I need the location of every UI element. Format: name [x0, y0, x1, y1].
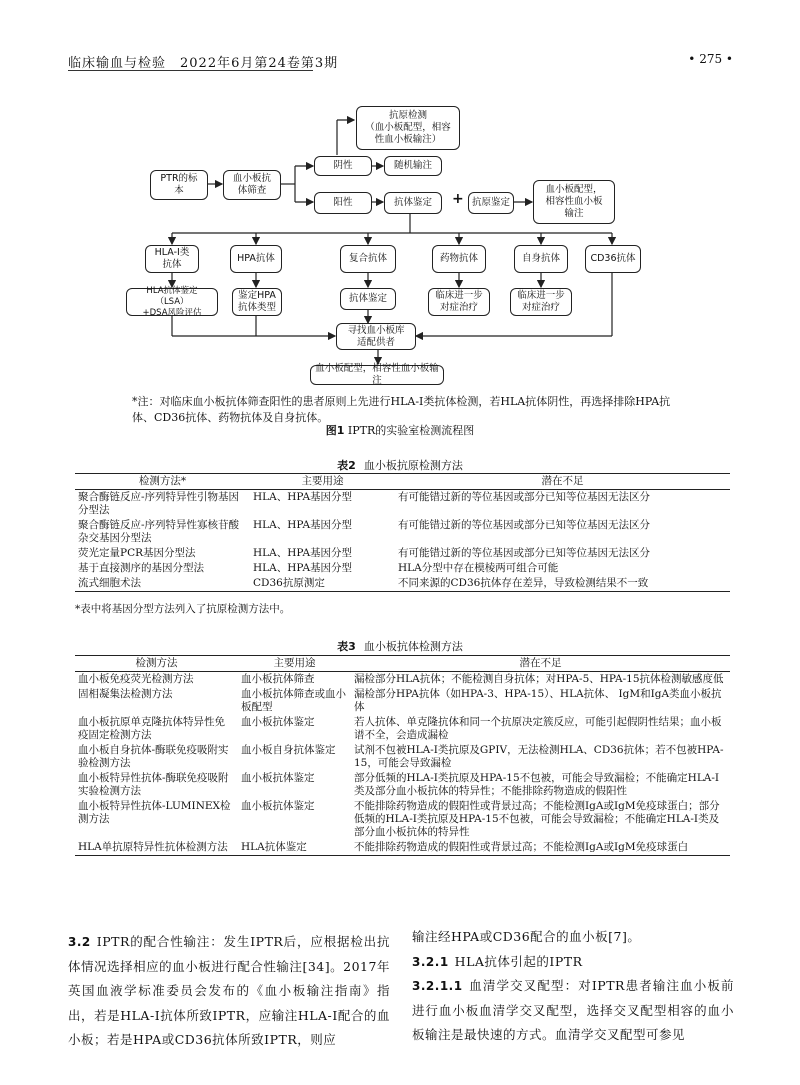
table-cell: 试剂不包被HLA-Ⅰ类抗原及GPIV，无法检测HLA、CD36抗体；若不包被HPA-15，可能会导致漏检 [354, 744, 724, 769]
table2 [75, 473, 730, 592]
table-row [75, 561, 730, 576]
table-cell: HLA、HPA基因分型 [253, 491, 353, 503]
positive-box: 阳性 [314, 192, 372, 214]
final-transfusion-box: 血小板配型，相容性血小板输注 [310, 365, 444, 385]
table2-title: 血小板抗原检测方法 [363, 459, 463, 472]
figure-label: 图1 [325, 424, 345, 437]
antigen-test-box: 抗原检测 （血小板配型，相容 性血小板输注） [356, 106, 460, 150]
table-cell: 聚合酶链反应-序列特异性引物基因分型法 [78, 491, 240, 516]
table2-caption [0, 457, 800, 473]
table-cell: 血小板抗体鉴定 [241, 772, 315, 784]
table-cell: HLA、HPA基因分型 [253, 519, 353, 531]
table-cell: HLA、HPA基因分型 [253, 562, 353, 574]
table-row [75, 518, 730, 546]
table-cell: 若人抗体、单克隆抗体和同一个抗原决定簇反应，可能引起假阴性结果；血小板谱不全，会造成漏检 [354, 716, 722, 741]
table-cell: 荧光定量PCR基因分型法 [78, 547, 196, 559]
platelet-matching-box: 血小板配型， 相容性血小板 输注 [533, 180, 615, 224]
table-cell: 基于直接测序的基因分型法 [78, 562, 204, 574]
table3-header-row [75, 656, 730, 672]
section-number: 3.2.1.1 [412, 979, 463, 993]
paragraph-text: 输注经HPA或CD36配合的血小板[7]。 [412, 929, 641, 944]
table-cell: 部分低频的HLA-Ⅰ类抗原及HPA-15不包被，可能会导致漏检；不能确定HLA-Ⅰ类及部分血小板抗体的特异性；不能排除药物造成的假阳性 [354, 772, 720, 797]
paragraph-text: IPTR的配合性输注：发生IPTR后，应根据检出抗体情况选择相应的血小板进行配合性输注[34]。2017年英国血液学标准委员会发布的《血小板输注指南》指出，若是HLA-Ⅰ抗体所致IPTR，应输注HLA-Ⅰ配合的血小板；若是HPA或CD36抗体所致IPTR，则应 [68, 934, 390, 1047]
cd36-antibody-box: CD36抗体 [585, 245, 641, 273]
section-3-2-1-heading [412, 950, 734, 975]
table-cell: 血小板特异性抗体-酶联免疫吸附实验检测方法 [78, 772, 229, 797]
table3-label: 表3 [337, 640, 356, 653]
table3-title: 血小板抗体检测方法 [363, 640, 463, 653]
hla-class1-antibody-box: HLA-I类 抗体 [145, 245, 199, 273]
table-cell: 血小板抗体鉴定 [241, 800, 315, 812]
table-cell: 血小板特异性抗体-LUMINEX检测方法 [78, 800, 231, 825]
table3-caption [0, 638, 800, 654]
table-row [75, 715, 730, 743]
page-number: • 275 • [688, 52, 733, 66]
figure-caption [0, 422, 800, 438]
section-3-2-1-1-paragraph [412, 974, 734, 1048]
paragraph-text: 血清学交叉配型：对IPTR患者输注血小板前进行血小板血清学交叉配型，选择交叉配型相容的血小板输注是最快速的方式。血清学交叉配型可参见 [412, 978, 734, 1042]
negative-box: 阴性 [314, 156, 372, 176]
table-cell: 流式细胞术法 [75, 576, 250, 592]
section-title: HLA抗体引起的IPTR [454, 953, 583, 969]
clinical-treatment-box-1: 临床进一步 对症治疗 [428, 288, 490, 316]
ptr-specimen-box: PTR的标 本 [150, 170, 208, 200]
table-cell: 不能排除药物造成的假阳性或背景过高；不能检测IgA或IgM免疫球蛋白；部分低频的HLA-Ⅰ类抗原及HPA-15不包被，可能会导致漏检；不能确定HLA-Ⅰ类及部分血小板抗体的特异性 [354, 800, 720, 838]
plus-sign: + [452, 191, 464, 207]
table-cell: 有可能错过新的等位基因或部分已知等位基因无法区分 [398, 519, 650, 531]
table2-header: 检测方法* [75, 474, 250, 490]
complex-antibody-box: 复合抗体 [340, 245, 396, 273]
auto-antibody-box: 自身抗体 [514, 245, 568, 273]
table-cell: HLA单抗原特异性抗体检测方法 [75, 840, 238, 856]
figure-title: IPTR的实验室检测流程图 [347, 424, 475, 437]
antibody-identification-box-2: 抗体鉴定 [340, 288, 396, 310]
table-cell: 血小板免疫荧光检测方法 [78, 673, 194, 685]
table-row [75, 687, 730, 715]
table2-label: 表2 [337, 459, 356, 472]
table-cell: HLA分型中存在模棱两可组合可能 [398, 562, 559, 574]
table-cell: 聚合酶链反应-序列特异性寡核苷酸杂交基因分型法 [78, 519, 240, 544]
section-number: 3.2 [68, 935, 91, 949]
table3-header: 潜在不足 [351, 656, 730, 672]
table-cell: 有可能错过新的等位基因或部分已知等位基因无法区分 [398, 547, 650, 559]
drug-antibody-box: 药物抗体 [432, 245, 486, 273]
table-cell: 固相凝集法检测方法 [78, 688, 173, 700]
clinical-treatment-box-2: 临床进一步 对症治疗 [510, 288, 572, 316]
antibody-screening-box: 血小板抗 体筛查 [223, 170, 281, 200]
table-row [75, 490, 730, 519]
table-cell: 不能排除药物造成的假阳性或背景过高；不能检测IgA或IgM免疫球蛋白 [351, 840, 730, 856]
antibody-identification-box: 抗体鉴定 [384, 192, 442, 214]
table-cell: 血小板抗原单克隆抗体特异性免疫固定检测方法 [78, 716, 225, 741]
hpa-antibody-box: HPA抗体 [230, 245, 282, 273]
body-right-column [412, 925, 734, 1048]
table-cell: 血小板自身抗体鉴定 [241, 744, 336, 756]
table-row [75, 771, 730, 799]
antigen-identification-box: 抗原鉴定 [468, 192, 514, 214]
table-row [75, 672, 730, 688]
table3 [75, 655, 730, 856]
section-number: 3.2.1 [412, 954, 449, 969]
table-cell: HLA、HPA基因分型 [253, 547, 353, 559]
table-cell: 血小板自身抗体-酶联免疫吸附实验检测方法 [78, 744, 229, 769]
hpa-type-box: 鉴定HPA 抗体类型 [232, 288, 282, 316]
table-cell: 漏检部分HPA抗体（如HPA-3、HPA-15）、HLA抗体、 IgM和IgA类血小板抗体 [354, 688, 722, 713]
table-row [75, 576, 730, 592]
table-cell: 血小板抗体筛查 [241, 673, 315, 685]
table2-header: 潜在不足 [395, 474, 730, 490]
table-row [75, 799, 730, 840]
table2-header: 主要用途 [250, 474, 395, 490]
table-cell: 漏检部分HLA抗体；不能检测自身抗体；对HPA-5、HPA-15抗体检测敏感度低 [354, 673, 724, 685]
table2-footnote: *表中将基因分型方法列入了抗原检测方法中。 [75, 603, 291, 615]
table-cell: 不同来源的CD36抗体存在差异，导致检测结果不一致 [395, 576, 730, 592]
table-cell: CD36抗原测定 [250, 576, 395, 592]
table2-header-row [75, 474, 730, 490]
table-row [75, 546, 730, 561]
table3-header: 主要用途 [238, 656, 351, 672]
body-left-column [68, 930, 390, 1053]
table-row [75, 840, 730, 856]
table3-header: 检测方法 [75, 656, 238, 672]
table-cell: 血小板抗体鉴定 [241, 716, 315, 728]
table-cell: 血小板抗体筛查或血小板配型 [241, 688, 346, 713]
donor-search-box: 寻找血小板库 适配供者 [336, 323, 416, 350]
hla-lsa-box: HLA抗体鉴定（LSA） +DSA风险评估 [126, 288, 218, 316]
section-3-2-paragraph [68, 930, 390, 1053]
random-transfusion-box: 随机输注 [384, 156, 442, 176]
figure-note: *注：对临床血小板抗体筛查阳性的患者原则上先进行HLA-I类抗体检测，若HLA抗体阴性，再选择排除HPA抗体、CD36抗体、药物抗体及自身抗体。 [132, 395, 671, 424]
table-row [75, 743, 730, 771]
table-cell: HLA抗体鉴定 [238, 840, 351, 856]
journal-info: 临床输血与检验 2022年6月第24卷第3期 [68, 56, 339, 71]
table-cell: 有可能错过新的等位基因或部分已知等位基因无法区分 [398, 491, 650, 503]
